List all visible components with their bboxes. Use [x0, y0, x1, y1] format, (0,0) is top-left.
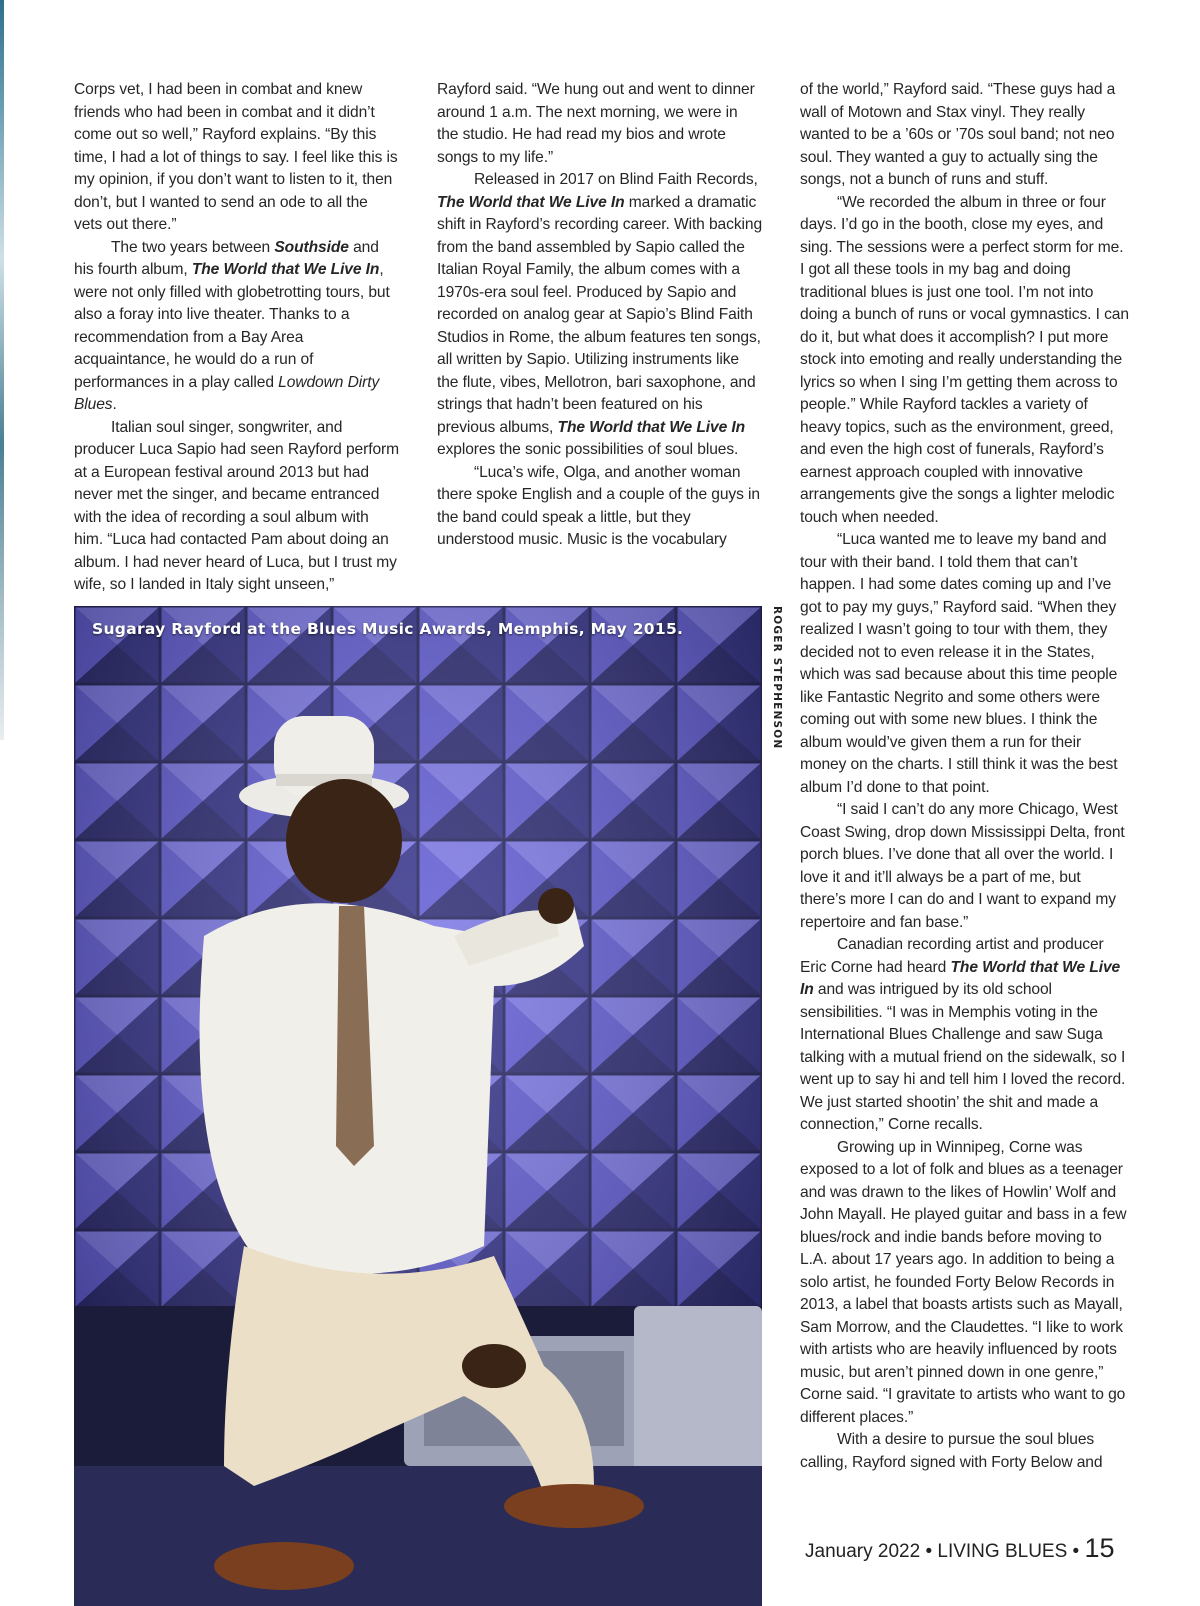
paragraph: Corps vet, I had been in combat and knew friends who had been in combat and it didn’t come out so well,” Rayford explains. “By this time, I had a lot of things to say. I feel like this is my opinion, if you don’t want to listen to it, then don’t, but I wanted to send an ode to all the vets out there.” — [74, 81, 398, 233]
play-title: Lowdown Dirty Blues — [74, 373, 380, 413]
article-column-2 — [437, 79, 763, 552]
paragraph: The two years between Southside and his fourth album, The World that We Live In, were not only filled with globetrotting tours, but also a foray into live theater. Thanks to a recommendation from a Bay Area acquaintance, he would do a run of performances in a play called Lowdown Dirty Blues. — [74, 238, 390, 413]
paragraph: Released in 2017 on Blind Faith Records, The World that We Live In marked a dramatic shift in Rayford’s recording career. With backing from the band assembled by Sapio called the Italian Royal Family, the album comes with a 1970s-era soul feel. Produced by Sapio and recorded on analog gear at Sapio’s Blind Faith Studios in Rome, the album features ten songs, all written by Sapio. Utilizing instruments like the flute, vibes, Mellotron, bari saxophone, and strings that hadn’t been featured on his previous albums, The World that We Live In explores the sonic possibilities of soul blues. — [437, 171, 763, 458]
album-title: The World that We Live In — [557, 418, 746, 436]
facing-page-edge — [0, 0, 4, 740]
paragraph: Rayford said. “We hung out and went to dinner around 1 a.m. The next morning, we were in the studio. He had read my bios and wrote songs to my life.” — [437, 81, 755, 166]
magazine-name: LIVING BLUES — [937, 1541, 1068, 1562]
page-number: 15 — [1084, 1533, 1115, 1563]
article-column-1 — [74, 79, 400, 597]
photo-credit: ROGER STEPHENSON — [771, 606, 783, 750]
paragraph: Canadian recording artist and producer Eric Corne had heard The World that We Live In and was intrigued by its old school sensibilities. “I was in Memphis voting in the International Blues Challenge and saw Suga talking with a mutual friend on the sidewalk, so I went up to say hi and tell him I loved the record. We just started shootin’ the shit and made a connection,” Corne recalls. — [800, 936, 1126, 1133]
album-title: The World that We Live In — [437, 193, 625, 211]
photo-illustration — [74, 606, 762, 1606]
paragraph: “We recorded the album in three or four days. I’d go in the booth, close my eyes, and sing. The sessions were a perfect storm for me. I got all these tools in my bag and doing traditional blues is just one tool. I’m not into doing a bunch of runs or vocal gymnastics. I can do it, but what does it accomplish? I put more stock into emoting and really understanding the lyrics so when I sing I’m getting them across to people.” While Rayford tackles a variety of heavy topics, such as the environment, greed, and even the high cost of funerals, Rayford’s earnest approach coupled with innovative arrangements give the songs a lighter melodic touch when needed. — [800, 193, 1129, 526]
album-title: The World that We Live In — [191, 261, 380, 278]
paragraph: Growing up in Winnipeg, Corne was exposed to a lot of folk and blues as a teenager and was drawn to the likes of Howlin’ Wolf and John Mayall. He played guitar and bass in a few blues/rock and indie bands before moving to L.A. about 17 years ago. In addition to being a solo artist, he founded Forty Below Records in 2013, a label that boasts artists such as Mayall, Sam Morrow, and the Claudettes. “I like to work with artists who are heavily influenced by roots music, but aren’t pinned down in one genre,” Corne said. “I gravitate to artists who want to go different places.” — [800, 1138, 1127, 1426]
separator-dot: • — [925, 1541, 933, 1562]
separator-dot: • — [1072, 1541, 1080, 1562]
album-title: Southside — [274, 238, 349, 256]
issue-date: January 2022 — [805, 1541, 921, 1562]
paragraph: of the world,” Rayford said. “These guys had a wall of Motown and Stax vinyl. They really wanted to be a ’60s or ’70s soul band; not neo soul. They wanted a guy to actually sing the songs, not a bunch of runs and stuff. — [800, 81, 1116, 188]
article-column-3 — [800, 79, 1130, 1474]
photo-caption: Sugaray Rayford at the Blues Music Awards, Memphis, May 2015. — [92, 620, 684, 638]
page-folio — [805, 1533, 1135, 1564]
paragraph: “Luca wanted me to leave my band and tour with their band. I told them that can’t happen. I had some dates coming up and I’ve got to pay my guys,” Rayford said. “When they realized I wasn’t going to tour with them, they decided not to even release it in the States, which was sad because about this time people like Fantastic Negrito and some others were coming out with some new blues. I think the album would’ve given them a run for their money on the charts. I still think it was the best album I’d done to that point. — [800, 531, 1118, 796]
performer-photo — [74, 606, 762, 1606]
paragraph: “Luca’s wife, Olga, and another woman there spoke English and a couple of the guys in the band could speak a little, but they understood music. Music is the vocabulary — [437, 463, 760, 548]
paragraph: Italian soul singer, songwriter, and producer Luca Sapio had seen Rayford perform at a European festival around 2013 but had never met the singer, and became entranced with the idea of recording a soul album with him. “Luca had contacted Pam about doing an album. I had never heard of Luca, but I trust my wife, so I landed in Italy sight unseen,” — [74, 418, 399, 593]
paragraph: “I said I can’t do any more Chicago, West Coast Swing, drop down Mississippi Delta, front porch blues. I’ve done that all over the world. I love it and it’ll always be a part of me, but there’s more I can do and I want to expand my repertoire and fan base.” — [800, 801, 1125, 931]
paragraph: With a desire to pursue the soul blues calling, Rayford signed with Forty Below and — [800, 1431, 1103, 1471]
album-title: The World that We Live In — [800, 958, 1121, 998]
